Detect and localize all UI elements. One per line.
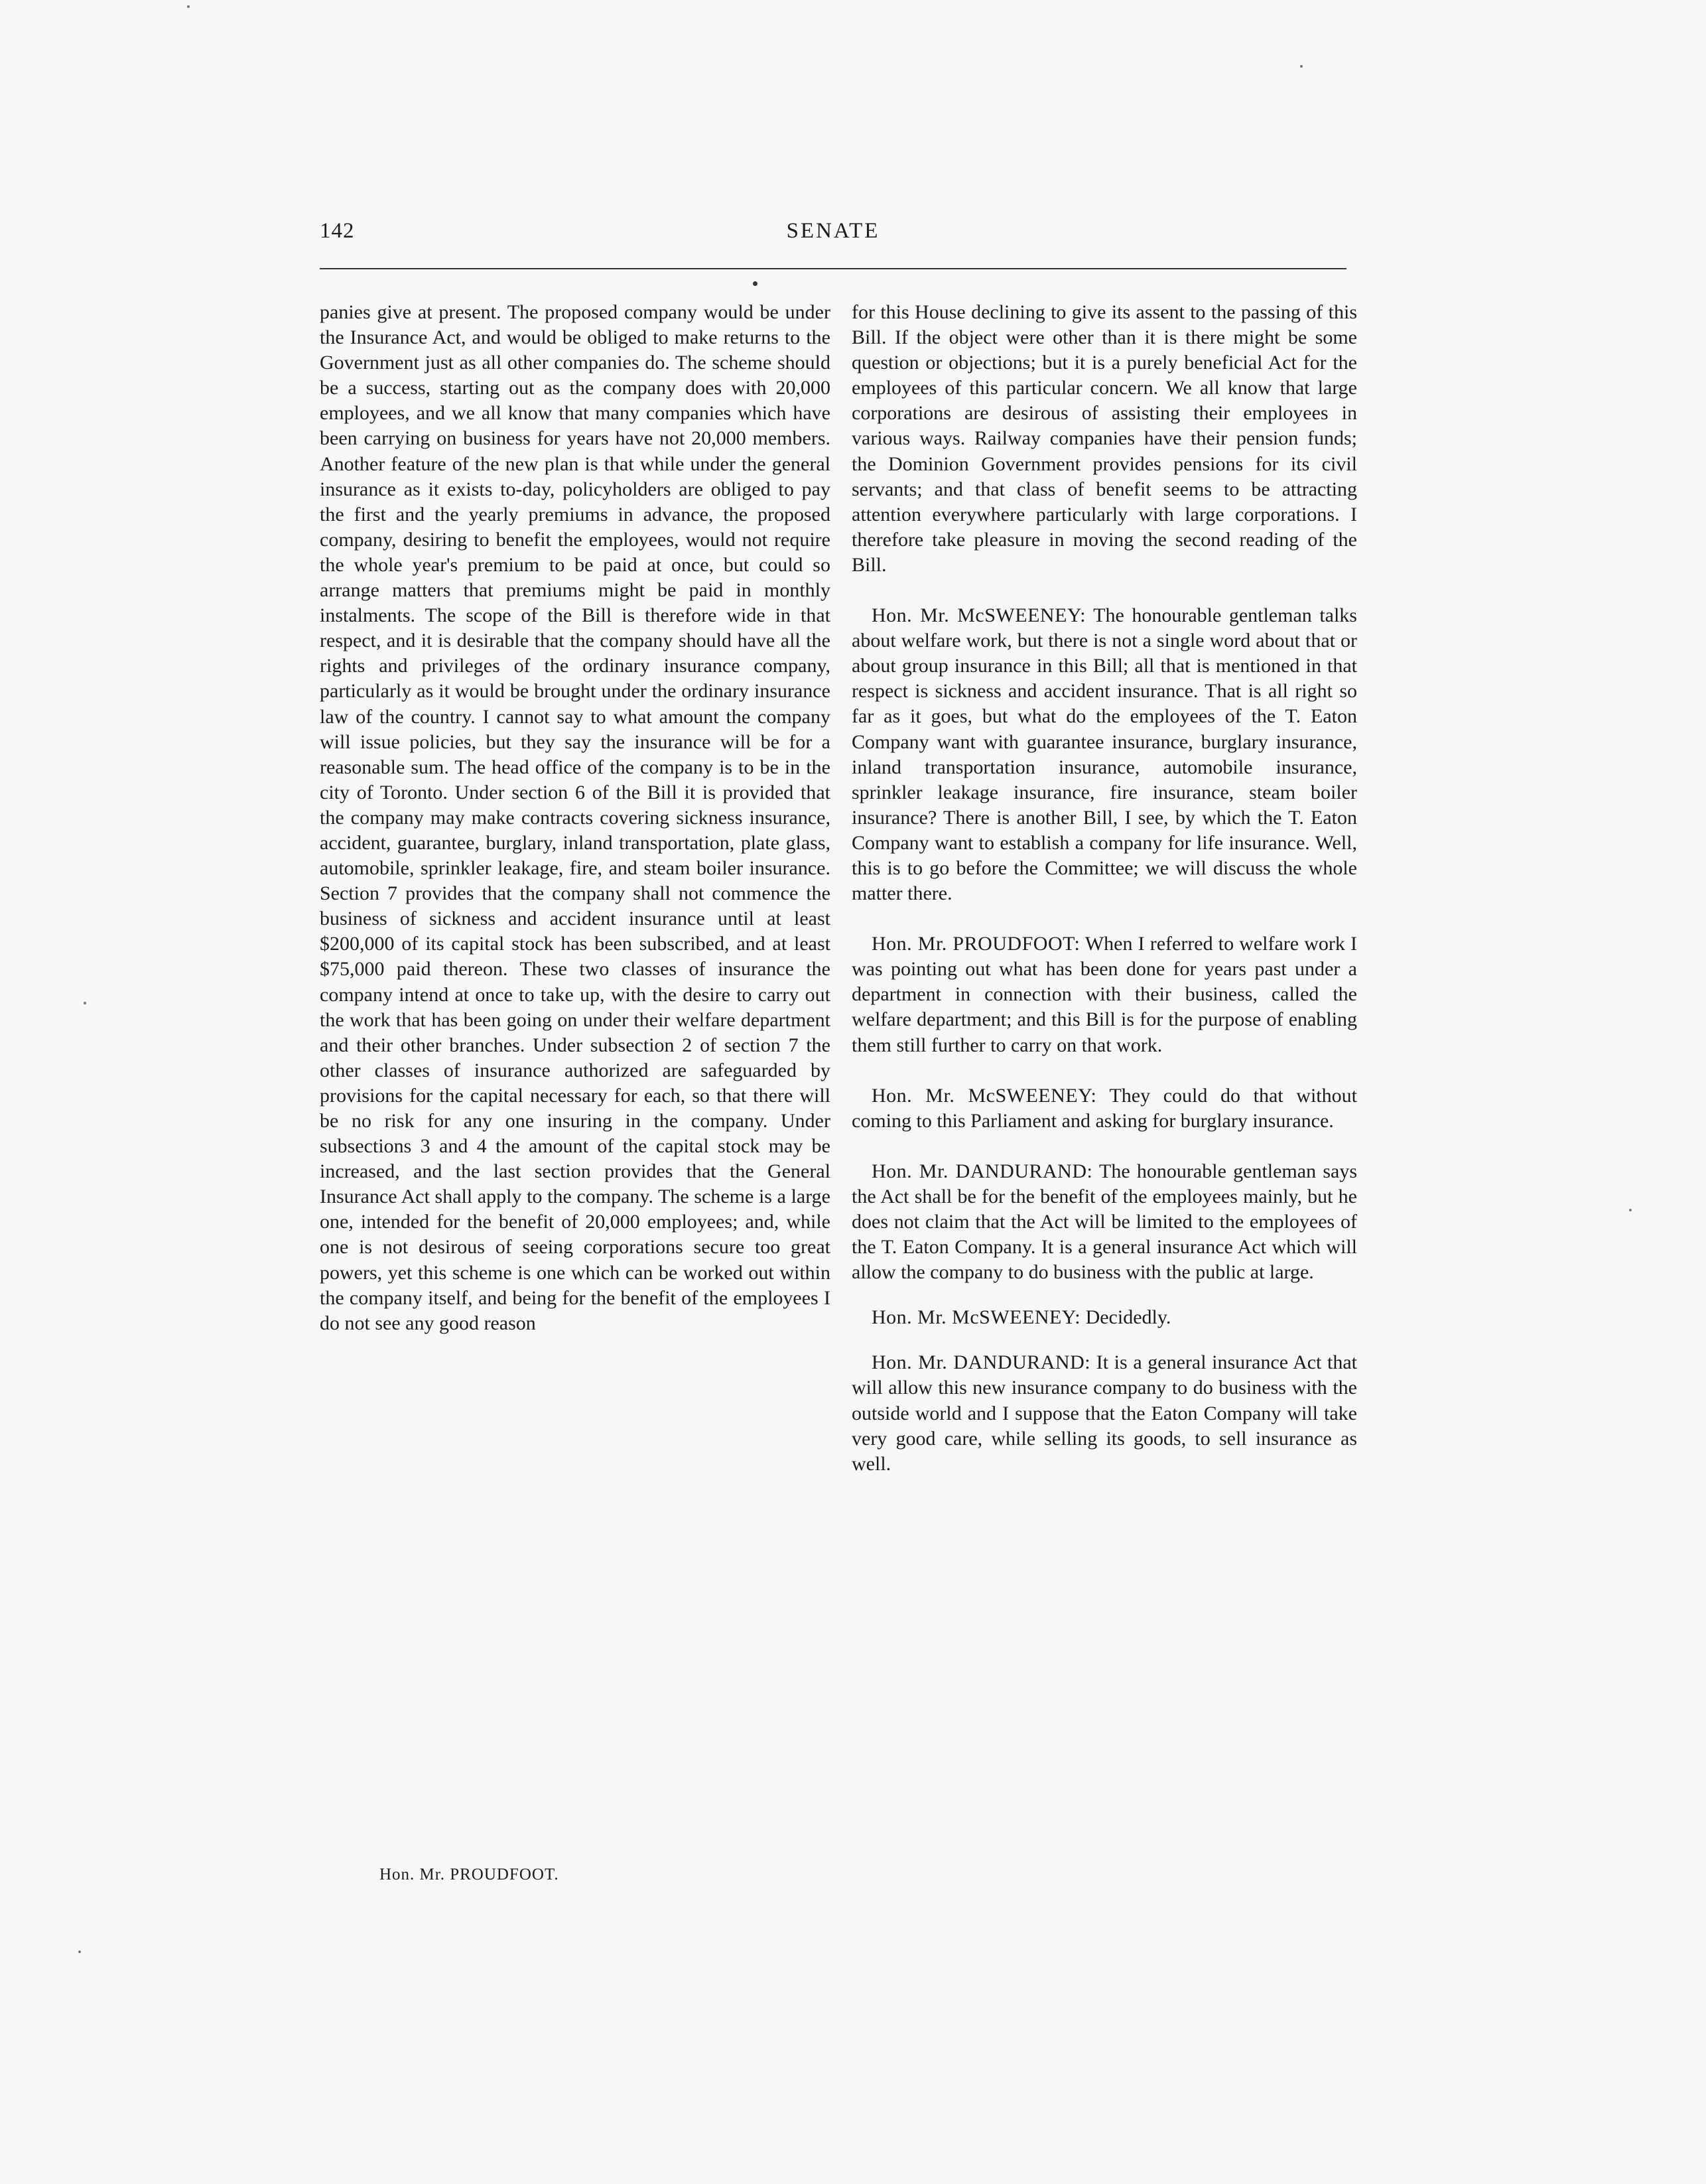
speech-2 [852, 931, 1357, 1058]
speech-4 [852, 1159, 1357, 1285]
speaker-name: Hon. Mr. McSWEENEY: [872, 604, 1086, 627]
right-column [852, 300, 1357, 1477]
left-column [320, 300, 830, 1336]
page-number: 142 [320, 219, 355, 243]
left-column-text: panies give at present. The proposed company would be under the Insurance Act, and would be obliged to make returns to the Government just as all other companies do. The scheme should be a success, starting out as the company does with 20,000 employees, and we all know that many companies which have been carrying on business for years have not 20,000 members. Another feature of the new plan is that while under the general insurance as it exists to-day, policyholders are obliged to pay the first and the yearly premiums in advance, the proposed company, desiring to benefit the employees, would not require the whole year's premium to be paid at once, but could so arrange matters that premiums might be paid in monthly instalments. The scope of the Bill is therefore wide in that respect, and it is desirable that the company should have all the rights and privileges of the ordinary insurance company, particularly as it would be brought under the ordinary insurance law of the country. I cannot say to what amount the company will issue policies, but they say the insurance will be for a reasonable sum. The head office of the company is to be in the city of Toronto. Under section 6 of the Bill it is provided that the company may make contracts covering sickness insurance, accident, guarantee, burglary, inland transportation, plate glass, automobile, sprinkler leakage, fire, and steam boiler insurance. Section 7 provides that the company shall not commence the business of sickness and accident insurance until at least $200,000 of its capital stock has been subscribed, and at least $75,000 paid thereon. These two classes of insurance the company intend at once to take up, with the desire to carry out the work that has been going on under their welfare department and their other branches. Under subsection 2 of section 7 the other classes of insurance authorized are safeguarded by provisions for the capital necessary for each, so that there will be no risk for any one insuring in the company. Under subsections 3 and 4 the amount of the capital stock may be increased, and the last section provides that the General Insurance Act shall apply to the company. The scheme is a large one, intended for the benefit of 20,000 employees; and, while one is not desirous of seeing corporations secure too great powers, yet this scheme is one which can be worked out within the company itself, and being for the benefit of the employees I do not see any good reason [320, 301, 830, 1334]
speech-text: They could do that without coming to this Parliament and asking for burglary insurance. [852, 1084, 1357, 1132]
scan-speck [84, 1002, 86, 1004]
speech-5 [852, 1305, 1357, 1330]
page-header [320, 219, 1346, 259]
ink-dot [753, 281, 757, 286]
scan-speck [187, 5, 190, 8]
speech-text: It is a general insurance Act that will allow this new insurance company to do business with the outside world and I suppose that the Eaton Company will take very good care, while selling its goods, to sell insurance as well. [852, 1351, 1358, 1475]
speaker-name: Hon. Mr. PROUDFOOT: [872, 933, 1081, 955]
speech-1 [852, 603, 1357, 906]
speech-text: When I referred to welfare work I was pointing out what has been done for years past under a department in connection with their business, called the welfare department; and this Bill is for the purpose of enabling them still further to carry on that work. [852, 933, 1357, 1056]
speech-text: The honourable gentleman talks about welfare work, but there is not a single word about that or about group insurance in this Bill; all that is mentioned in that respect is sickness and accident insurance. That is all right so far as it goes, but what do the employees of the T. Eaton Company want with guarantee insurance, burglary insurance, inland transportation insurance, automobile insurance, sprinkler leakage insurance, fire insurance, steam boiler insurance? There is another Bill, I see, by which the T. Eaton Company want to establish a company for life insurance. Well, this is to go before the Committee; we will discuss the whole matter there. [852, 604, 1357, 905]
speaker-name: Hon. Mr. DANDURAND: [872, 1351, 1091, 1374]
speaker-name: Hon. Mr. McSWEENEY: [872, 1084, 1097, 1107]
scan-speck [1300, 65, 1303, 68]
header-rule [320, 268, 1346, 269]
speech-text: Decidedly. [1085, 1306, 1171, 1329]
scan-speck [78, 1950, 81, 1953]
speaker-name: Hon. Mr. McSWEENEY: [872, 1306, 1081, 1329]
scan-speck [1629, 1209, 1632, 1211]
speaker-name: Hon. Mr. DANDURAND: [872, 1160, 1093, 1182]
running-title: SENATE [786, 219, 880, 243]
speech-text: The honourable gentleman says the Act shall be for the benefit of the employees mainly, but he does not claim that the Act will be limited to the employees of the T. Eaton Company. It is a general insurance Act which will allow the company to do business with the public at large. [852, 1160, 1357, 1284]
continuation-text: for this House declining to give its assent to the passing of this Bill. If the object were other than it is there might be some question or objections; but it is a purely beneficial Act for the employees of this particular concern. We all know that large corporations are desirous of assisting their employees in various ways. Railway companies have their pension funds; the Dominion Government provides pensions for its civil servants; and that class of benefit seems to be attracting attention everywhere particularly with large corporations. I therefore take pleasure in moving the second reading of the Bill. [852, 301, 1357, 576]
running-foot-speaker: Hon. Mr. PROUDFOOT. [379, 1866, 559, 1883]
speech-3 [852, 1083, 1357, 1134]
speech-6 [852, 1350, 1357, 1476]
